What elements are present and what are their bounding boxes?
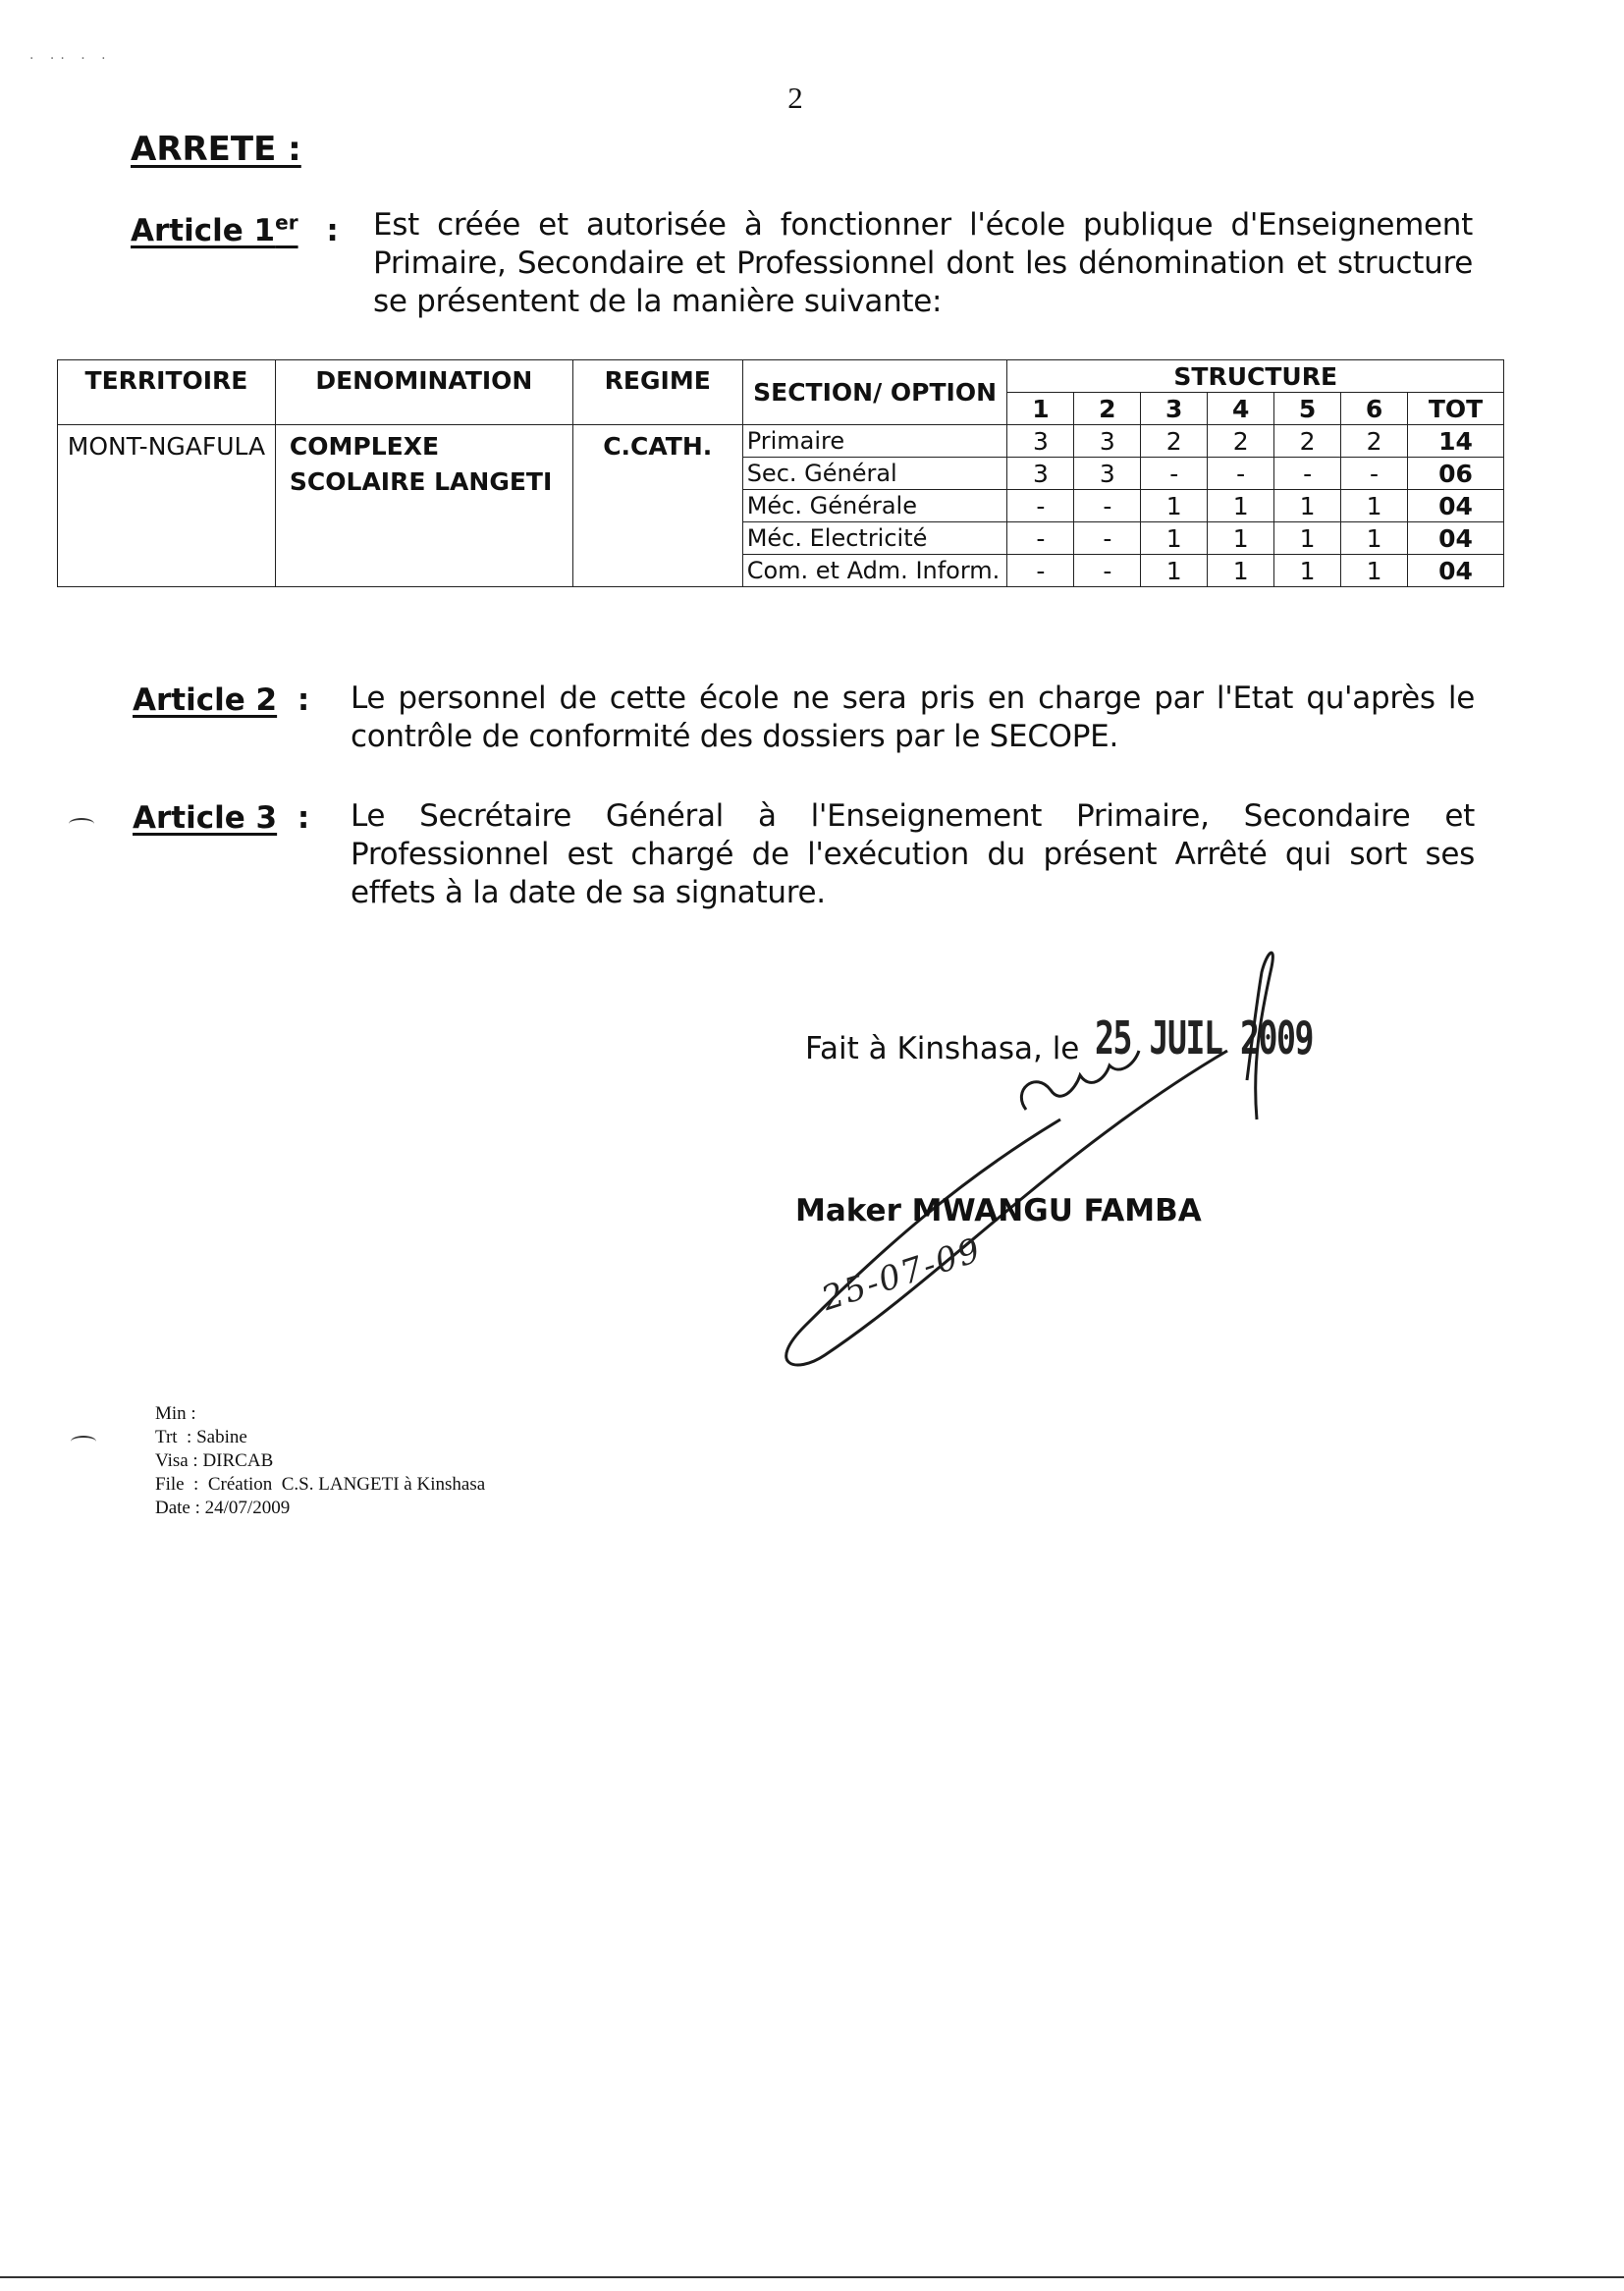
cell-option: Com. et Adm. Inform. xyxy=(742,555,1007,587)
header-year-2: 2 xyxy=(1074,393,1141,425)
handwritten-signature xyxy=(766,943,1316,1404)
cell-option: Méc. Electricité xyxy=(742,522,1007,555)
cell-value: 1 xyxy=(1274,555,1341,587)
cell-total: 06 xyxy=(1407,458,1503,490)
footer-notes xyxy=(155,1402,485,1520)
cell-value: 3 xyxy=(1074,458,1141,490)
structure-table xyxy=(57,359,1504,587)
header-territoire: TERRITOIRE xyxy=(58,360,276,425)
cell-value: - xyxy=(1141,458,1208,490)
note-file: File : Création C.S. LANGETI à Kinshasa xyxy=(155,1474,486,1495)
note-trt: Trt : Sabine xyxy=(155,1427,247,1447)
article-3-label-text: Article 3 xyxy=(133,800,278,836)
header-tot: TOT xyxy=(1407,393,1503,425)
article-3-label xyxy=(133,800,309,836)
cell-value: - xyxy=(1274,458,1341,490)
cell-total: 04 xyxy=(1407,555,1503,587)
signatory-name: Maker MWANGU FAMBA xyxy=(795,1193,1202,1228)
table-row xyxy=(58,425,1504,458)
article-1-text: Est créée et autorisée à fonctionner l'école publique d'Enseignement Primaire, Secondaire et Professionnel dont les dénomination et structure se présentent de la manière suivante: xyxy=(373,207,1473,319)
cell-value: 1 xyxy=(1341,490,1408,522)
cell-value: 3 xyxy=(1007,425,1074,458)
cell-option: Méc. Générale xyxy=(742,490,1007,522)
cell-denomination: COMPLEXE SCOLAIRE LANGETI xyxy=(275,425,572,587)
cell-territoire: MONT-NGAFULA xyxy=(58,425,276,587)
fait-a-kinshasa: Fait à Kinshasa, le xyxy=(805,1031,1080,1066)
article-1-colon: : xyxy=(326,213,339,249)
header-year-4: 4 xyxy=(1208,393,1274,425)
article-2-label-text: Article 2 xyxy=(133,682,278,718)
header-structure: STRUCTURE xyxy=(1007,360,1504,393)
cell-value: 1 xyxy=(1274,522,1341,555)
header-section-option: SECTION/ OPTION xyxy=(742,360,1007,425)
cell-value: - xyxy=(1074,522,1141,555)
cell-value: - xyxy=(1074,555,1141,587)
bottom-rule xyxy=(0,2276,1624,2278)
cell-total: 14 xyxy=(1407,425,1503,458)
cell-value: 1 xyxy=(1274,490,1341,522)
cell-value: 2 xyxy=(1141,425,1208,458)
article-1-label-text: Article 1 xyxy=(131,213,276,249)
article-2-label xyxy=(133,682,309,718)
cell-value: 1 xyxy=(1141,555,1208,587)
cell-value: 2 xyxy=(1274,425,1341,458)
arrete-heading: ARRETE : xyxy=(131,130,301,169)
header-year-5: 5 xyxy=(1274,393,1341,425)
cell-total: 04 xyxy=(1407,522,1503,555)
cell-value: 1 xyxy=(1208,555,1274,587)
article-1-label-sup: er xyxy=(275,211,298,235)
cell-value: 1 xyxy=(1208,490,1274,522)
cell-regime: C.CATH. xyxy=(572,425,742,587)
cell-value: 1 xyxy=(1141,490,1208,522)
cell-value: 1 xyxy=(1141,522,1208,555)
cell-value: 3 xyxy=(1007,458,1074,490)
article-1-label xyxy=(131,211,339,248)
margin-mark xyxy=(69,818,94,830)
article-2-text: Le personnel de cette école ne sera pris en charge par l'Etat qu'après le contrôle de conformité des dossiers par le SECOPE. xyxy=(351,681,1475,754)
header-regime: REGIME xyxy=(572,360,742,425)
note-date: Date : 24/07/2009 xyxy=(155,1498,291,1518)
cell-value: 2 xyxy=(1208,425,1274,458)
header-year-3: 3 xyxy=(1141,393,1208,425)
cell-value: - xyxy=(1007,555,1074,587)
margin-mark xyxy=(71,1436,96,1447)
cell-option: Sec. Général xyxy=(742,458,1007,490)
cell-value: 2 xyxy=(1341,425,1408,458)
note-visa: Visa : DIRCAB xyxy=(155,1450,274,1471)
cell-option: Primaire xyxy=(742,425,1007,458)
scan-specks: · ·· · · xyxy=(29,51,112,67)
article-3-colon: : xyxy=(297,800,310,836)
cell-value: - xyxy=(1007,522,1074,555)
cell-total: 04 xyxy=(1407,490,1503,522)
article-3-text: Le Secrétaire Général à l'Enseignement Primaire, Secondaire et Professionnel est chargé de l'exécution du présent Arrêté qui sort ses effets à la date de sa signature. xyxy=(351,798,1475,910)
header-year-6: 6 xyxy=(1341,393,1408,425)
header-year-1: 1 xyxy=(1007,393,1074,425)
cell-value: - xyxy=(1007,490,1074,522)
cell-value: - xyxy=(1074,490,1141,522)
page-number: 2 xyxy=(787,81,803,115)
cell-value: - xyxy=(1341,458,1408,490)
cell-value: 3 xyxy=(1074,425,1141,458)
stamp-date: 25 JUIL 2009 xyxy=(1095,1011,1314,1064)
handwritten-date: 25-07-09 xyxy=(817,1229,987,1320)
header-denomination: DENOMINATION xyxy=(275,360,572,425)
article-2-colon: : xyxy=(297,682,310,718)
note-min: Min : xyxy=(155,1403,196,1424)
cell-value: 1 xyxy=(1341,555,1408,587)
cell-value: - xyxy=(1208,458,1274,490)
cell-value: 1 xyxy=(1341,522,1408,555)
cell-value: 1 xyxy=(1208,522,1274,555)
